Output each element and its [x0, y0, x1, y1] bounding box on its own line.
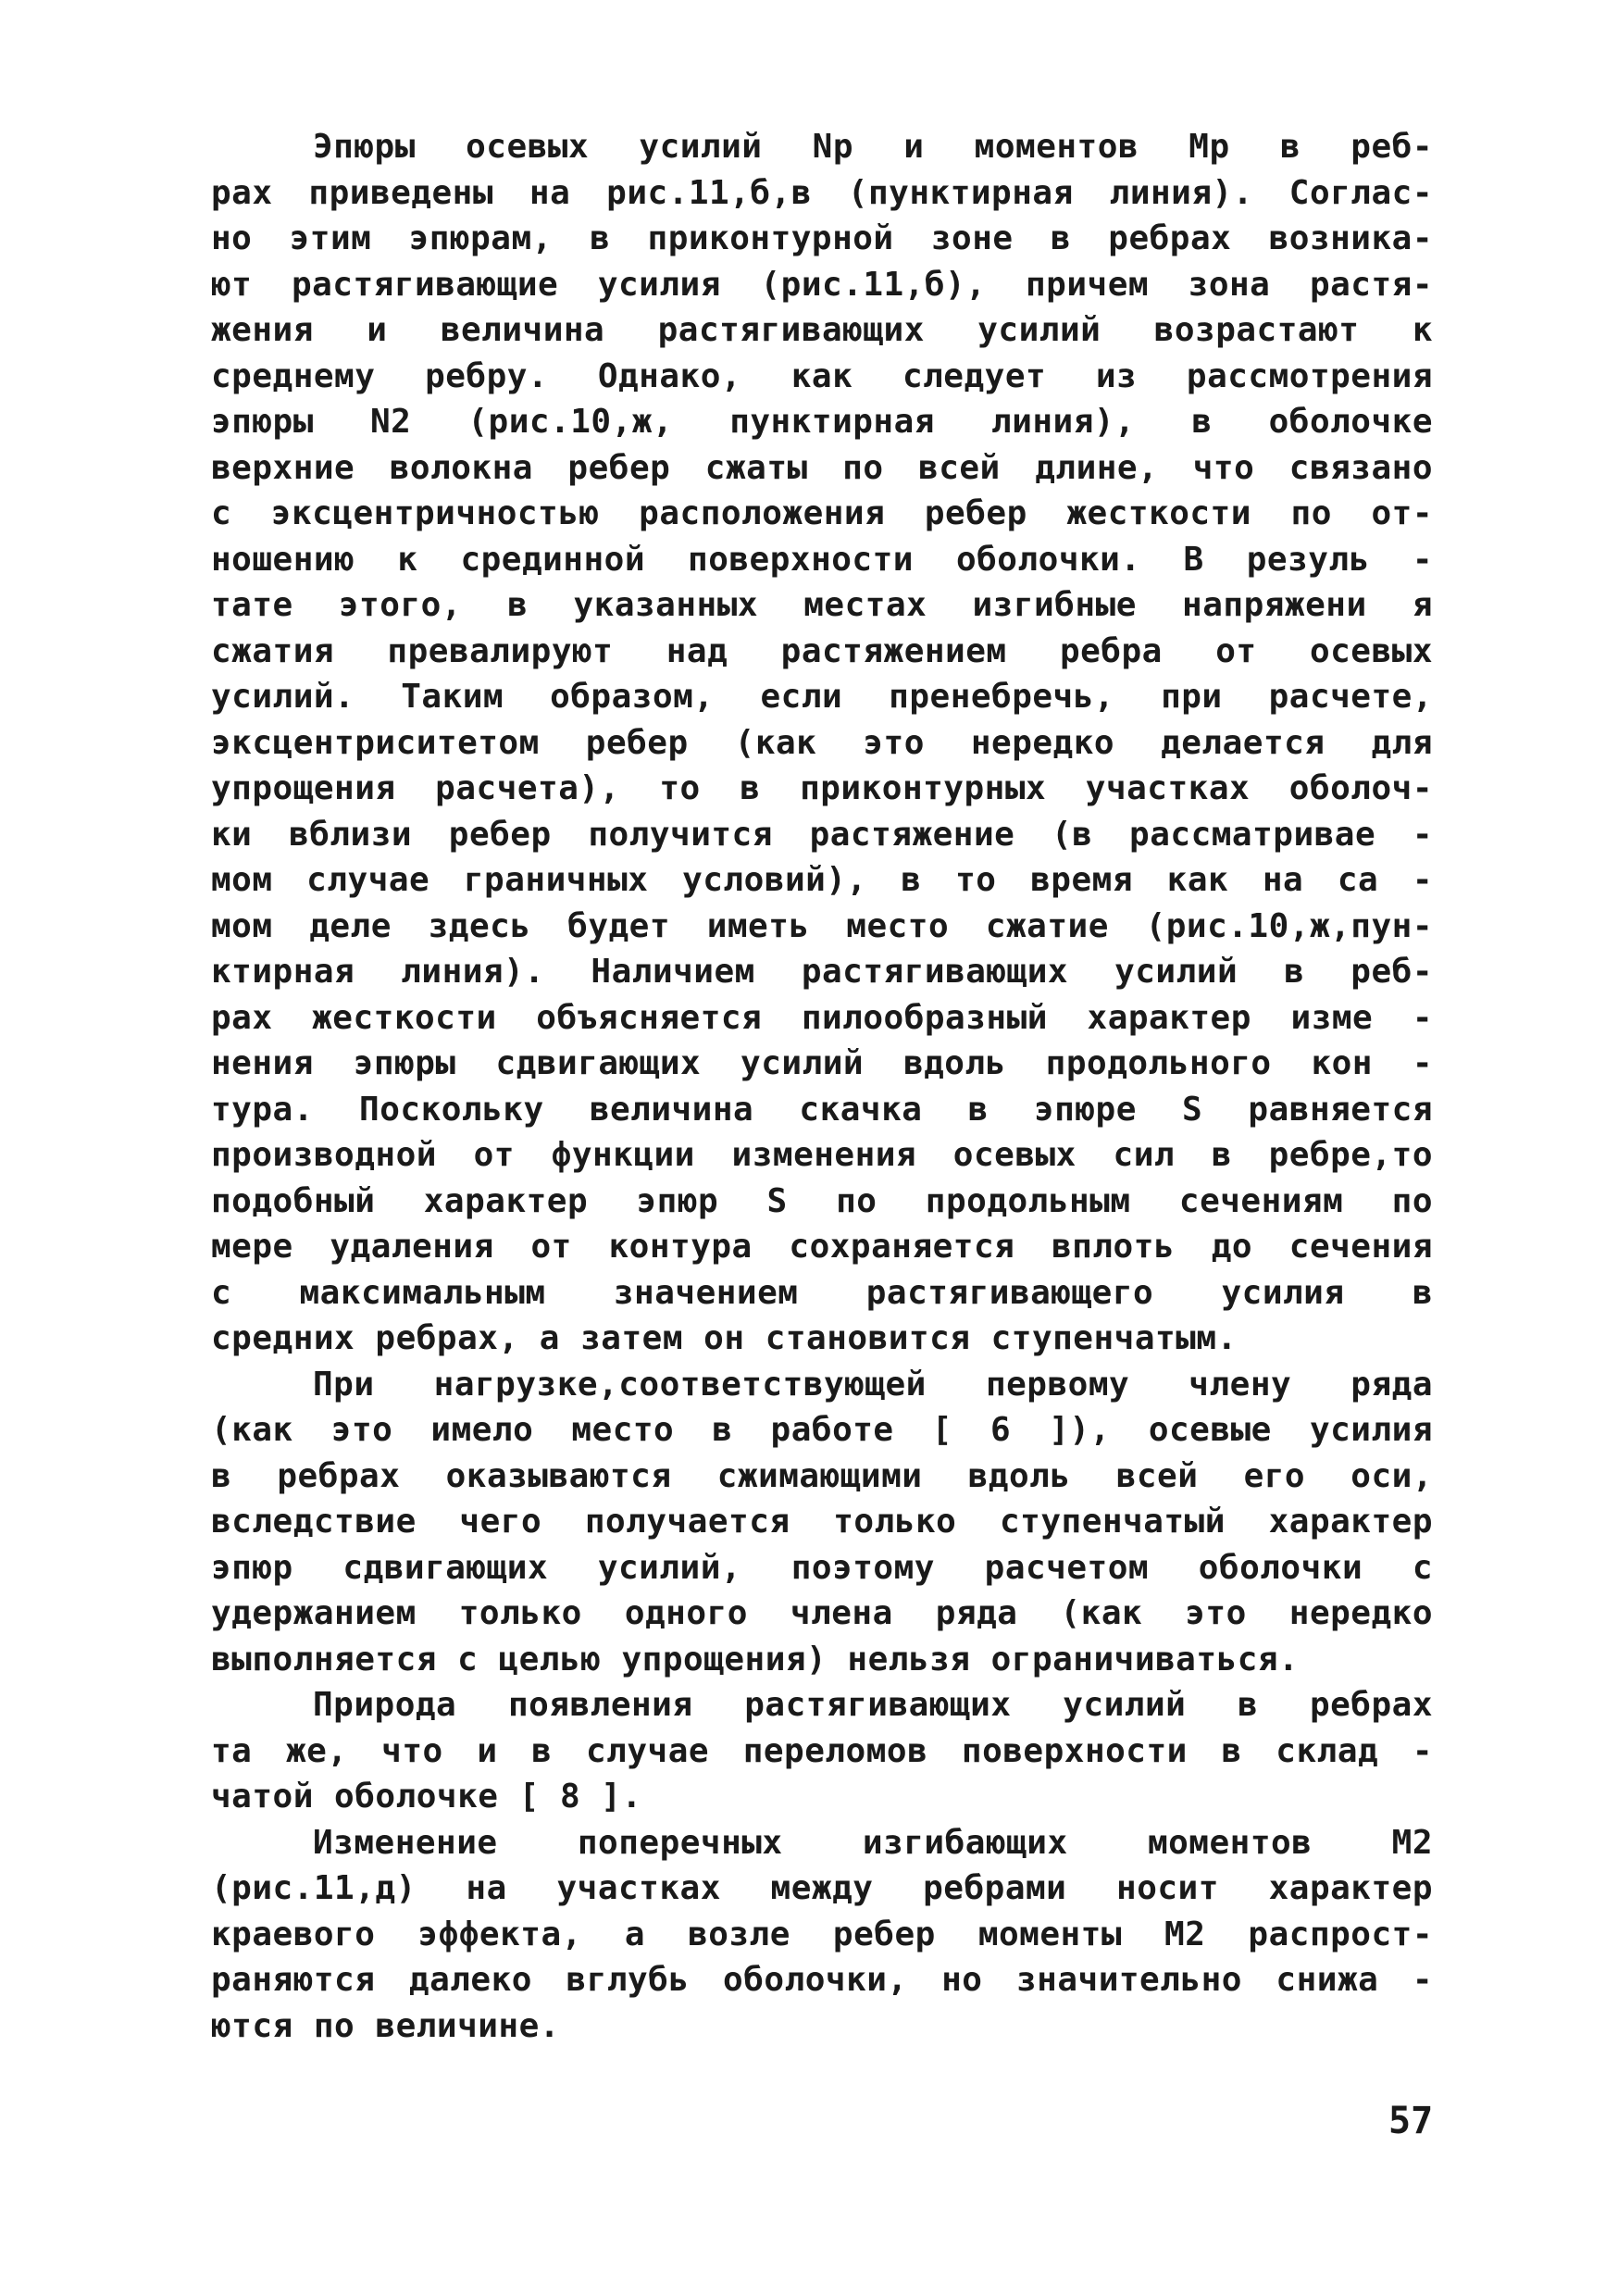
text-line: При нагрузке,соответствующей первому члену ряда: [313, 1365, 1433, 1404]
text-line: эпюр сдвигающих усилий, поэтому расчетом оболочки с: [211, 1548, 1433, 1587]
text-line: рах жесткости объясняется пилообразный характер изме -: [211, 998, 1433, 1037]
text-line: Природа появления растягивающих усилий в ребрах: [313, 1686, 1433, 1724]
text-line: выполняется с целью упрощения) нельзя ограничиваться.: [211, 1640, 1300, 1678]
text-line: упрощения расчета), то в приконтурных участках оболоч-: [211, 769, 1433, 807]
text-line: тате этого, в указанных местах изгибные напряжени я: [211, 586, 1433, 624]
text-line: раняются далеко вглубь оболочки, но значительно снижа -: [211, 1961, 1433, 1999]
text-line: средних ребрах, а затем он становится ступенчатым.: [211, 1319, 1238, 1357]
text-line: эксцентриситетом ребер (как это нередко делается для: [211, 723, 1433, 762]
text-line: ктирная линия). Наличием растягивающих усилий в реб-: [211, 953, 1433, 991]
text-line: мом случае граничных условий), в то время как на са -: [211, 861, 1433, 899]
text-line: (рис.11,д) на участках между ребрами носит характер: [211, 1869, 1433, 1907]
text-line: вследствие чего получается только ступенчатый характер: [211, 1503, 1433, 1541]
text-line: (как это имело место в работе [ 6 ]), осевые усилия: [211, 1411, 1433, 1449]
text-line: мере удаления от контура сохраняется вплоть до сечения: [211, 1228, 1433, 1266]
text-line: чатой оболочке [ 8 ].: [211, 1778, 642, 1816]
text-line: в ребрах оказываются сжимающими вдоль всей его оси,: [211, 1456, 1433, 1495]
text-line: краевого эффекта, а возле ребер моменты M2 распрост-: [211, 1915, 1433, 1953]
text-line: среднему ребру. Однако, как следует из рассмотрения: [211, 356, 1433, 395]
text-line: ки вблизи ребер получится растяжение (в рассматривае -: [211, 815, 1433, 854]
text-line: усилий. Таким образом, если пренебречь, при расчете,: [211, 678, 1433, 716]
page-number: 57: [1388, 2100, 1434, 2142]
text-line: Изменение поперечных изгибающих моментов M2: [313, 1823, 1433, 1862]
text-line: с максимальным значением растягивающего усилия в: [211, 1273, 1433, 1312]
text-line: подобный характер эпюр S по продольным сечениям по: [211, 1181, 1433, 1220]
text-line: производной от функции изменения осевых сил в ребре,то: [211, 1136, 1433, 1174]
text-line: Эпюры осевых усилий Nр и моментов Mр в реб-: [313, 128, 1433, 166]
text-line: эпюры N2 (рис.10,ж, пунктирная линия), в оболочке: [211, 403, 1433, 441]
text-line: та же, что и в случае переломов поверхности в склад -: [211, 1731, 1433, 1770]
text-line: мом деле здесь будет иметь место сжатие (рис.10,ж,пун-: [211, 906, 1433, 945]
text-line: жения и величина растягивающих усилий возрастают к: [211, 311, 1433, 349]
text-line: сжатия превалируют над растяжением ребра от осевых: [211, 631, 1433, 670]
text-line: тура. Поскольку величина скачка в эпюре S равняется: [211, 1090, 1433, 1129]
text-line: удержанием только одного члена ряда (как это нередко: [211, 1594, 1433, 1632]
text-line: но этим эпюрам, в приконтурной зоне в ребрах возника-: [211, 219, 1433, 257]
text-line: нения эпюры сдвигающих усилий вдоль продольного кон -: [211, 1044, 1433, 1082]
text-line: верхние волокна ребер сжаты по всей длине, что связано: [211, 448, 1433, 487]
text-line: рах приведены на рис.11,б,в (пунктирная линия). Соглас-: [211, 173, 1433, 212]
text-line: ются по величине.: [211, 2006, 560, 2045]
text-line: ют растягивающие усилия (рис.11,б), причем зона растя-: [211, 265, 1433, 304]
text-line: ношению к срединной поверхности оболочки. В резуль -: [211, 540, 1433, 579]
text-line: с эксцентричностью расположения ребер жесткости по от-: [211, 494, 1433, 532]
body-text: [211, 124, 1433, 2049]
